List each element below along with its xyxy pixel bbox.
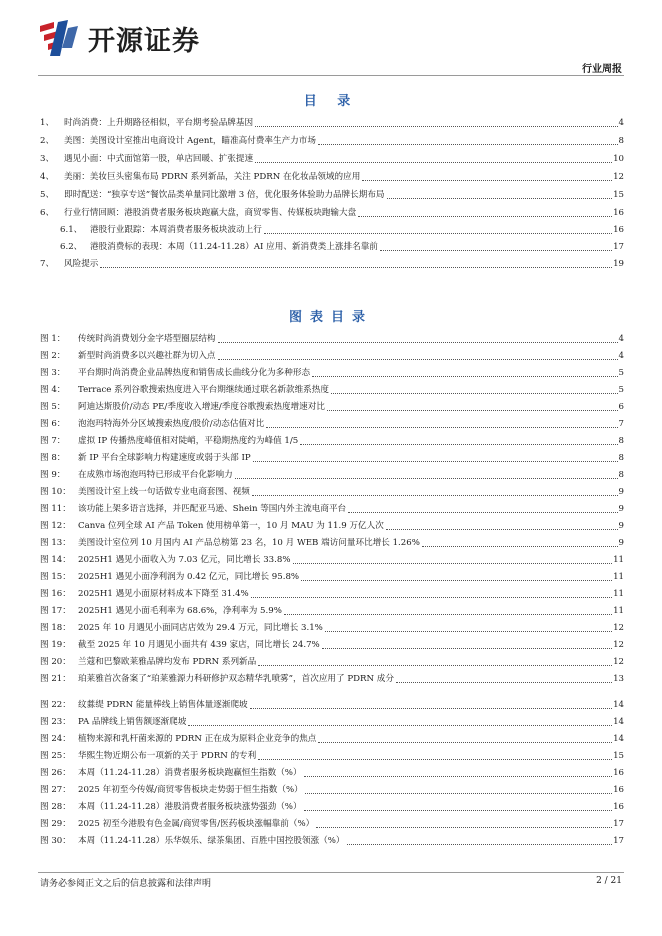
entry-number: 图 12：: [40, 521, 71, 531]
dot-leader: [218, 359, 618, 360]
entry-title: 平台期时尚消费企业品牌热度和销售成长曲线分化为多种形态: [78, 368, 311, 378]
entry-page-number: 15: [613, 190, 624, 200]
entry-page-number: 14: [613, 700, 624, 710]
entry-number: 图 24：: [40, 734, 71, 744]
entry-page-number: 9: [618, 521, 624, 531]
entry-title: 2025 初至今港股有色金属/商贸零售/医药板块涨幅靠前（%）: [78, 819, 315, 829]
figure-entry[interactable]: [40, 784, 624, 797]
toc-entry[interactable]: [40, 224, 624, 237]
entry-number: 图 22：: [40, 700, 71, 710]
figure-entry[interactable]: [40, 520, 624, 533]
entry-page-number: 12: [613, 640, 624, 650]
dot-leader: [301, 580, 612, 581]
entry-number: 图 20：: [40, 657, 71, 667]
entry-page-number: 9: [618, 504, 624, 514]
entry-title: 美图设计室位列 10 月国内 AI 产品总榜第 23 名，10 月 WEB 端访问量环比增长 1.26%: [78, 538, 420, 548]
entry-number: 图 5：: [40, 402, 66, 412]
entry-number: 图 14：: [40, 555, 71, 565]
entry-number: 6.1、: [60, 225, 83, 235]
entry-title: 2025 年 10 月遇见小面同店店效为 29.4 万元，同比增长 3.1%: [78, 623, 323, 633]
entry-page-number: 11: [613, 555, 624, 565]
entry-page-number: 8: [618, 436, 624, 446]
dot-leader: [300, 444, 617, 445]
entry-title: 虚拟 IP 传播热度峰值相对陡峭，平稳期热度约为峰值 1/5: [78, 436, 299, 446]
dot-leader: [331, 393, 618, 394]
entry-page-number: 6: [618, 402, 624, 412]
entry-title: Canva 位列全球 AI 产品 Token 使用榜单第一，10 月 MAU 为 11.9 万亿人次: [78, 521, 384, 531]
figure-entry[interactable]: [40, 639, 624, 652]
entry-title: 2025H1 遇见小面毛利率为 68.6%，净利率为 5.9%: [78, 606, 282, 616]
figure-entry[interactable]: [40, 656, 624, 669]
entry-page-number: 4: [618, 351, 624, 361]
dot-leader: [327, 410, 618, 411]
dot-leader: [253, 461, 618, 462]
entry-page-number: 16: [613, 208, 624, 218]
entry-title: 港股消费标的表现：本周（11.24-11.28）AI 应用、新消费类上涨排名靠前: [90, 242, 378, 252]
entry-title: 遇见小面：中式面馆第一股，单店回暖、扩张提速: [64, 154, 254, 164]
entry-page-number: 7: [618, 419, 624, 429]
figure-entry[interactable]: [40, 588, 624, 601]
entry-number: 3、: [40, 154, 55, 164]
header-divider: [38, 75, 624, 76]
entry-number: 7、: [40, 259, 55, 269]
entry-number: 图 16：: [40, 589, 71, 599]
entry-number: 图 11：: [40, 504, 71, 514]
entry-page-number: 12: [613, 623, 624, 633]
entry-title: PA 品牌线上销售额逐渐爬坡: [78, 717, 187, 727]
entry-number: 图 25：: [40, 751, 71, 761]
entry-number: 4、: [40, 172, 55, 182]
entry-number: 图 13：: [40, 538, 71, 548]
entry-title: 植物来源和乳杆菌来源的 PDRN 正在成为原料企业竞争的焦点: [78, 734, 317, 744]
entry-page-number: 17: [613, 836, 624, 846]
entry-number: 图 9：: [40, 470, 66, 480]
figure-entry[interactable]: [40, 801, 624, 814]
figure-entry[interactable]: [40, 699, 624, 712]
entry-page-number: 5: [618, 385, 624, 395]
dot-leader: [312, 376, 617, 377]
entry-page-number: 17: [613, 242, 624, 252]
figure-entry[interactable]: [40, 571, 624, 584]
figure-entry[interactable]: [40, 384, 624, 397]
entry-title: 珀莱雅首次备案了“珀莱雅源力科研修护双态精华乳喷雾”，首次应用了 PDRN 成分: [78, 674, 394, 684]
toc-entry[interactable]: [40, 189, 624, 202]
entry-number: 2、: [40, 136, 55, 146]
entry-title: 泡泡玛特海外分区域搜索热度/股价/动态估值对比: [78, 419, 265, 429]
figure-entry[interactable]: [40, 486, 624, 499]
entry-page-number: 16: [613, 802, 624, 812]
entry-number: 图 4：: [40, 385, 66, 395]
entry-number: 6、: [40, 208, 55, 218]
dot-leader: [316, 827, 612, 828]
toc-entry[interactable]: [40, 171, 624, 184]
entry-title: 即时配送：“独享专送”餐饮品类单量同比激增 3 倍，优化服务体验助力品牌长期布局: [64, 190, 385, 200]
entry-title: 传统时尚消费划分金字塔型圈层结构: [78, 334, 216, 344]
figure-entry[interactable]: [40, 503, 624, 516]
entry-title: 2025H1 遇见小面收入为 7.03 亿元，同比增长 33.8%: [78, 555, 291, 565]
dot-leader: [218, 342, 618, 343]
entry-page-number: 10: [613, 154, 624, 164]
entry-page-number: 19: [613, 259, 624, 269]
entry-title: 截至 2025 年 10 月遇见小面共有 439 家店，同比增长 24.7%: [78, 640, 320, 650]
brand-logo: [38, 18, 200, 58]
dot-leader: [387, 198, 613, 199]
footer-divider: [38, 872, 624, 873]
entry-page-number: 16: [613, 225, 624, 235]
entry-page-number: 17: [613, 819, 624, 829]
dot-leader: [235, 478, 618, 479]
figure-entry[interactable]: [40, 554, 624, 567]
entry-title: 行业行情回顾：港股消费者服务板块跑赢大盘，商贸零售、传媒板块跑输大盘: [64, 208, 357, 218]
toc-entry[interactable]: [40, 135, 624, 148]
entry-title: 美图：美图设计室推出电商设计 Agent，瞄准高付费率生产力市场: [64, 136, 316, 146]
figure-entry[interactable]: [40, 622, 624, 635]
dot-leader: [325, 631, 612, 632]
entry-title: 纹㵘缇 PDRN 能量棒线上销售体量逐渐爬坡: [78, 700, 248, 710]
entry-page-number: 14: [613, 717, 624, 727]
entry-page-number: 5: [618, 368, 624, 378]
entry-number: 1、: [40, 118, 55, 128]
entry-number: 6.2、: [60, 242, 83, 252]
dot-leader: [255, 162, 612, 163]
dot-leader: [188, 725, 612, 726]
dot-leader: [304, 810, 613, 811]
entry-number: 图 30：: [40, 836, 71, 846]
figure-entry[interactable]: [40, 333, 624, 346]
entry-page-number: 12: [613, 172, 624, 182]
figure-entry[interactable]: [40, 716, 624, 729]
dot-leader: [264, 233, 612, 234]
report-type: 行业周报: [582, 64, 622, 75]
dot-leader: [318, 144, 618, 145]
entry-title: 2025 年初至今传媒/商贸零售板块走势弱于恒生指数（%）: [78, 785, 303, 795]
entry-title: 本周（11.24-11.28）消费者服务板块跑赢恒生指数（%）: [78, 768, 302, 778]
entry-title: 该功能上架多语言选择，并匹配亚马逊、Shein 等国内外主流电商平台: [78, 504, 347, 514]
entry-title: 在成熟市场泡泡玛特已形成平台化影响力: [78, 470, 233, 480]
figure-entry[interactable]: [40, 673, 624, 686]
figure-entry[interactable]: [40, 367, 624, 380]
entry-number: 图 26：: [40, 768, 71, 778]
figure-entry[interactable]: [40, 818, 624, 831]
toc-entry[interactable]: [40, 258, 624, 271]
dot-leader: [100, 267, 612, 268]
entry-number: 图 17：: [40, 606, 71, 616]
dot-leader: [258, 759, 612, 760]
entry-page-number: 13: [613, 674, 624, 684]
entry-page-number: 4: [618, 334, 624, 344]
dot-leader: [251, 597, 612, 598]
entry-title: 美图设计室上线一句话做专业电商套图、视频: [78, 487, 250, 497]
entry-number: 图 21：: [40, 674, 71, 684]
entry-page-number: 8: [618, 453, 624, 463]
toc-title: 目 录: [303, 94, 359, 109]
toc-entry[interactable]: [40, 153, 624, 166]
dot-leader: [322, 648, 612, 649]
entry-title: Terrace 系列谷歌搜索热度进入平台期继续通过联名新款维系热度: [78, 385, 329, 395]
entry-title: 港股行业跟踪：本周消费者服务板块波动上行: [90, 225, 262, 235]
entry-number: 图 7：: [40, 436, 66, 446]
page-indicator: 2 / 21: [596, 876, 622, 886]
figure-entry[interactable]: [40, 435, 624, 448]
figure-entry[interactable]: [40, 537, 624, 550]
entry-number: 图 8：: [40, 453, 66, 463]
entry-title: 本周（11.24-11.28）港股消费者服务板块涨势强劲（%）: [78, 802, 302, 812]
figure-entry[interactable]: [40, 733, 624, 746]
entry-page-number: 16: [613, 768, 624, 778]
entry-number: 图 6：: [40, 419, 66, 429]
dot-leader: [252, 495, 618, 496]
entry-number: 5、: [40, 190, 55, 200]
dot-leader: [318, 742, 612, 743]
figure-entry[interactable]: [40, 835, 624, 848]
logo-mark-icon: [38, 18, 80, 58]
figure-entry[interactable]: [40, 605, 624, 618]
entry-page-number: 11: [613, 572, 624, 582]
entry-title: 时尚消费：上升期路径相似，平台期考验品牌基因: [64, 118, 254, 128]
entry-number: 图 10：: [40, 487, 71, 497]
entry-page-number: 11: [613, 589, 624, 599]
entry-page-number: 16: [613, 785, 624, 795]
entry-title: 兰蔻和巴黎欧莱雅品牌均发布 PDRN 系列新品: [78, 657, 257, 667]
dot-leader: [347, 844, 613, 845]
figure-entry[interactable]: [40, 418, 624, 431]
entry-number: 图 28：: [40, 802, 71, 812]
dot-leader: [258, 665, 612, 666]
brand-name: 开源证券: [88, 25, 200, 57]
figure-entry[interactable]: [40, 401, 624, 414]
toc-entry[interactable]: [40, 117, 624, 130]
entry-page-number: 15: [613, 751, 624, 761]
entry-number: 图 19：: [40, 640, 71, 650]
entry-page-number: 11: [613, 606, 624, 616]
entry-number: 图 29：: [40, 819, 71, 829]
dot-leader: [305, 793, 612, 794]
figure-entry[interactable]: [40, 452, 624, 465]
entry-number: 图 1：: [40, 334, 66, 344]
dot-leader: [358, 216, 612, 217]
entry-title: 2025H1 遇见小面原材料成本下降至 31.4%: [78, 589, 249, 599]
dot-leader: [348, 512, 617, 513]
entry-title: 风险提示: [64, 259, 99, 269]
entry-title: 美丽：美妆巨头密集布局 PDRN 系列新品，关注 PDRN 在化妆品领域的应用: [64, 172, 361, 182]
dot-leader: [284, 614, 612, 615]
entry-number: 图 3：: [40, 368, 66, 378]
entry-number: 图 15：: [40, 572, 71, 582]
dot-leader: [266, 427, 617, 428]
dot-leader: [386, 529, 618, 530]
dot-leader: [293, 563, 613, 564]
dot-leader: [380, 250, 612, 251]
entry-page-number: 12: [613, 657, 624, 667]
figure-entry[interactable]: [40, 750, 624, 763]
entry-number: 图 18：: [40, 623, 71, 633]
entry-page-number: 4: [618, 118, 624, 128]
entry-number: 图 23：: [40, 717, 71, 727]
footer-disclaimer: 请务必参阅正文之后的信息披露和法律声明: [40, 879, 212, 889]
dot-leader: [396, 682, 612, 683]
toc-entry[interactable]: [40, 241, 624, 254]
entry-page-number: 8: [618, 470, 624, 480]
figure-list-title: 图表目录: [288, 310, 373, 325]
entry-title: 2025H1 遇见小面净利润为 0.42 亿元，同比增长 95.8%: [78, 572, 300, 582]
entry-title: 新 IP 平台全球影响力构建速度或弱于头部 IP: [78, 453, 251, 463]
dot-leader: [250, 708, 612, 709]
dot-leader: [255, 126, 617, 127]
entry-title: 新型时尚消费多以兴趣社群为切入点: [78, 351, 216, 361]
entry-page-number: 9: [618, 487, 624, 497]
entry-page-number: 8: [618, 136, 624, 146]
figure-entry[interactable]: [40, 350, 624, 363]
entry-title: 华熙生物近期公布一项新的关于 PDRN 的专利: [78, 751, 257, 761]
entry-number: 图 2：: [40, 351, 66, 361]
entry-title: 本周（11.24-11.28）乐华娱乐、绿茶集团、百胜中国控股领涨（%）: [78, 836, 345, 846]
dot-leader: [362, 180, 612, 181]
entry-number: 图 27：: [40, 785, 71, 795]
figure-entry[interactable]: [40, 469, 624, 482]
toc-entry[interactable]: [40, 207, 624, 220]
dot-leader: [304, 776, 613, 777]
dot-leader: [422, 546, 618, 547]
figure-entry[interactable]: [40, 767, 624, 780]
entry-page-number: 9: [618, 538, 624, 548]
entry-title: 阿迪达斯股价/动态 PE/季度收入增速/季度谷歌搜索热度增速对比: [78, 402, 325, 412]
entry-page-number: 14: [613, 734, 624, 744]
